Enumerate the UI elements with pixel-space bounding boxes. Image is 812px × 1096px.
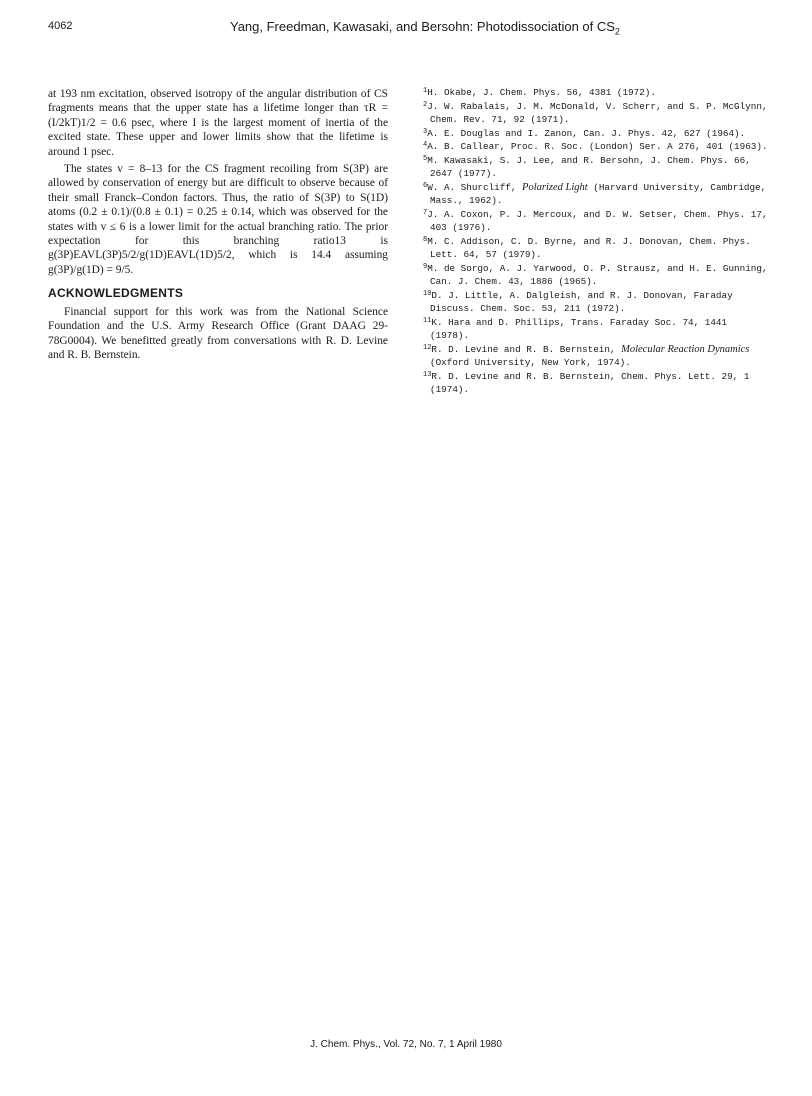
reference-item: $^7$J. A. Coxon, P. J. Mercoux, and D. W. Setser, Chem. Phys. 17, 403 (1976). [423,208,768,233]
running-head-text: Yang, Freedman, Kawasaki, and Bersohn: Photodissociation of CS [230,19,615,34]
reference-item: $^{10}$D. J. Little, A. Dalgleish, and R. J. Donovan, Faraday Discuss. Chem. Soc. 53, 211 (1972). [423,289,733,314]
paragraph-lifetime: at 193 nm excitation, observed isotropy of the angular distribution of CS fragments means that the upper state has a lifetime longer than τR = (I/2kT)1/2 = 0.6 psec, where I is the largest moment of inertia of the excited state. These upper and lower limits show that the lifetime is around 1 psec. [48,88,388,158]
reference-item: $^{12}$R. D. Levine and R. B. Bernstein, Molecular Reaction Dynamics (Oxford University, New York, 1974). [423,343,750,368]
running-head [230,19,620,37]
journal-footer: J. Chem. Phys., Vol. 72, No. 7, 1 April 1980 [310,1039,502,1050]
reference-list [423,86,771,397]
reference-item: $^4$A. B. Callear, Proc. R. Soc. (London) Ser. A 276, 401 (1963). [423,141,768,152]
reference-item: $^3$A. E. Douglas and I. Zanon, Can. J. Phys. 42, 627 (1964). [423,127,746,139]
paragraph-branching-ratio: The states v = 8–13 for the CS fragment recoiling from S(3P) are allowed by conservation of energy but are difficult to observe because of their small Franck–Condon factors. Thus, the ratio of S(3P) to S(1D) atoms (0.2 ± 0.1)/(0.8 ± 0.1) = 0.25 ± 0.14, which was observed for the states with v ≤ 6 is a lower limit for the actual branching ratio. The prior expectation for this branching ratio13 is g(3P)EAVL(3P)5/2/g(1D)EAVL(1D)5/2, which is 14.4 assuming g(3P)/g(1D) = 9/5. [48,163,388,276]
page-number: 4062 [48,20,73,32]
reference-item: $^1$H. Okabe, J. Chem. Phys. 56, 4381 (1972). [423,87,656,98]
acknowledgments-text: Financial support for this work was from the National Science Foundation and the U.S. Army Research Office (Grant DAAG 29-78G0004). We benefitted greatly from conversations with R. D. Levine and R. B. Bernstein. [48,305,388,361]
reference-item: $^8$M. C. Addison, C. D. Byrne, and R. J. Donovan, Chem. Phys. Lett. 64, 57 (1979). [423,235,751,260]
reference-item: $^6$W. A. Shurcliff, Polarized Light (Harvard University, Cambridge, Mass., 1962). [423,181,767,206]
reference-item: $^{11}$K. Hara and D. Phillips, Trans. Faraday Soc. 74, 1441 (1978). [423,316,728,341]
reference-item: $^9$M. de Sorgo, A. J. Yarwood, O. P. Strausz, and H. E. Gunning, Can. J. Chem. 43, 1886 (1965). [423,262,768,287]
reference-item: $^{13}$R. D. Levine and R. B. Bernstein, Chem. Phys. Lett. 29, 1 (1974). [423,370,750,395]
body-column [48,87,388,362]
reference-item: $^2$J. W. Rabalais, J. M. McDonald, V. Scherr, and S. P. McGlynn, Chem. Rev. 71, 92 (1971). [423,100,768,125]
reference-item: $^5$M. Kawasaki, S. J. Lee, and R. Bersohn, J. Chem. Phys. 66, 2647 (1977). [423,154,751,179]
running-head-subscript: 2 [614,26,620,37]
acknowledgments-heading: ACKNOWLEDGMENTS [48,286,184,301]
